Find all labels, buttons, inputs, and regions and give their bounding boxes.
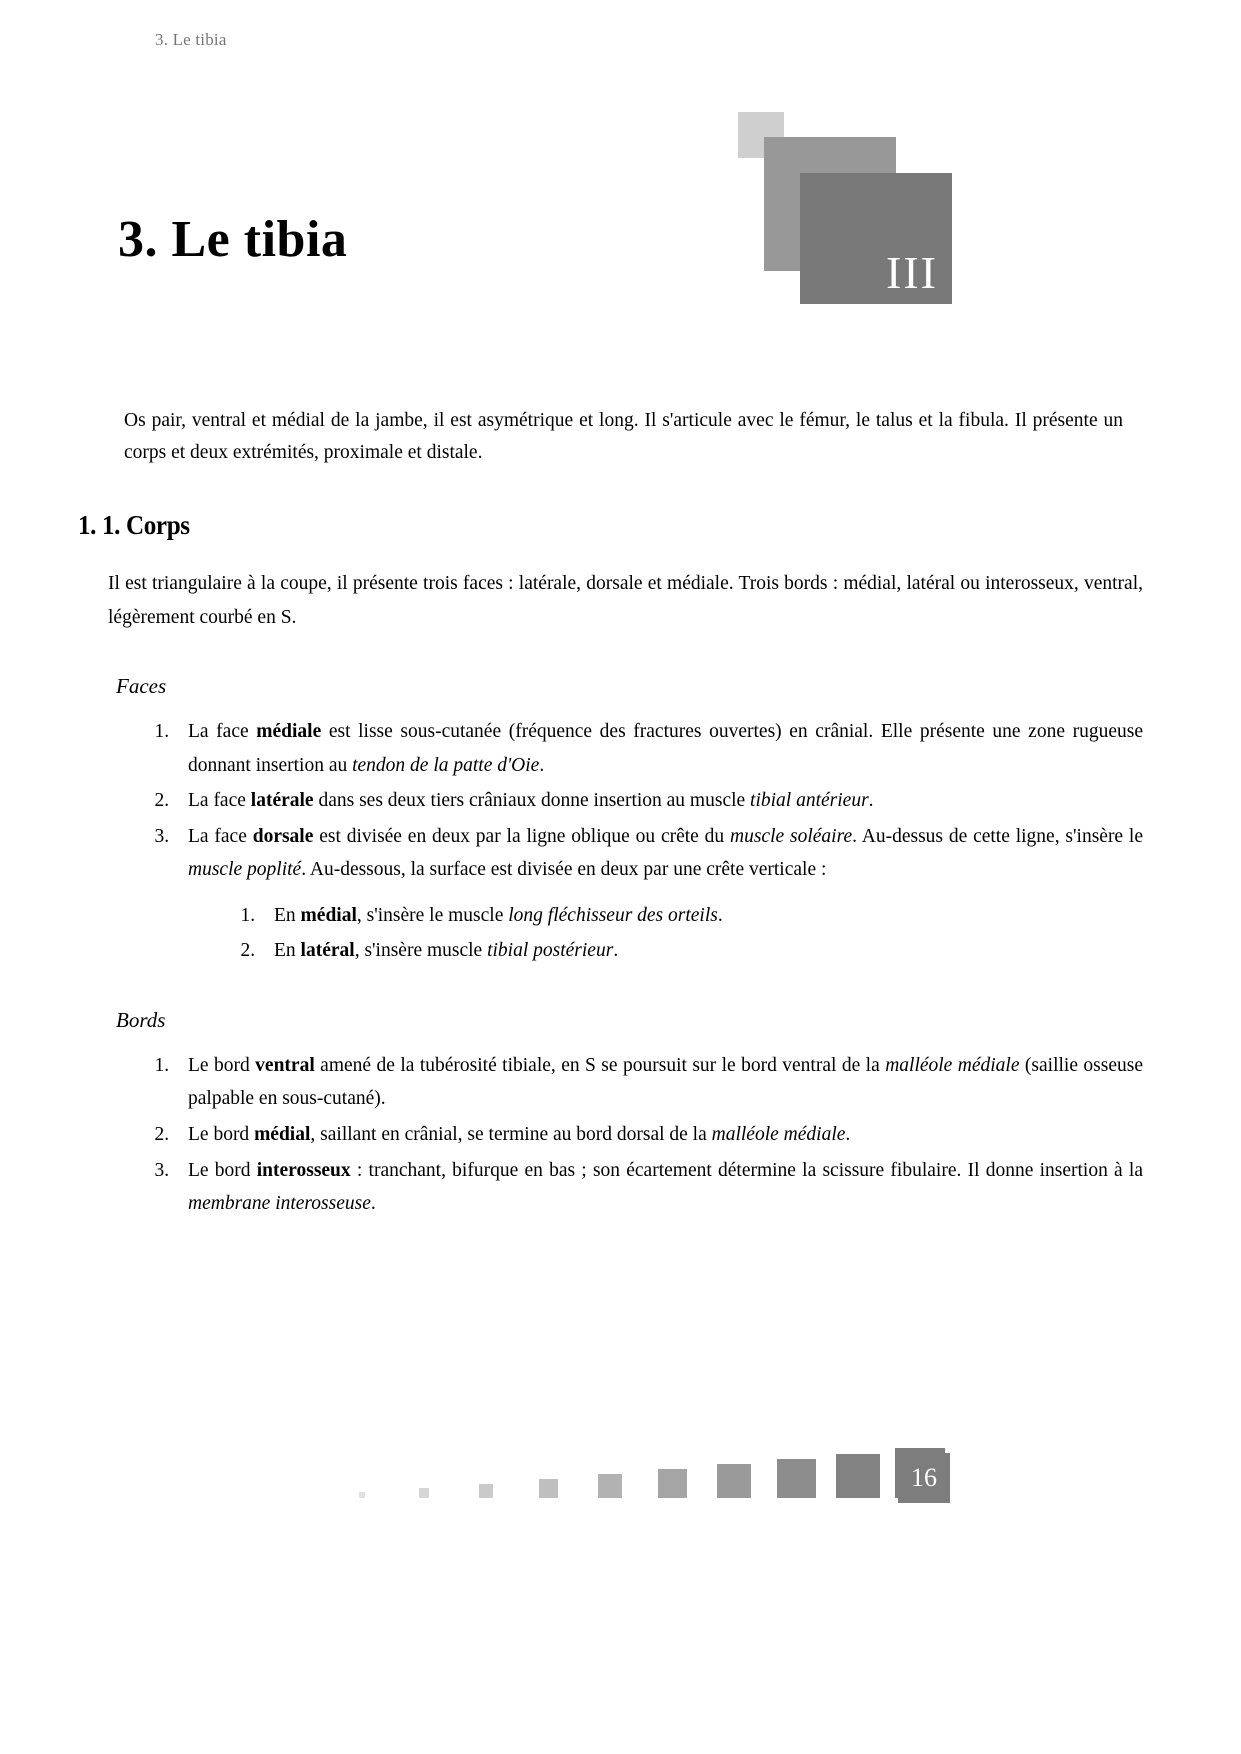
footer-square-block bbox=[359, 1492, 365, 1498]
subitem-text-bold: latéral bbox=[300, 940, 355, 962]
footer-square-block bbox=[539, 1479, 558, 1498]
footer-square bbox=[703, 1448, 765, 1498]
item-text-italic: tendon de la patte d'Oie bbox=[352, 754, 540, 776]
item-text-tail: . bbox=[845, 1124, 851, 1145]
subitem-text-prefix: En bbox=[274, 940, 301, 962]
running-header: 3. Le tibia bbox=[155, 30, 227, 49]
item-text-italic: malléole médiale bbox=[885, 1054, 1020, 1076]
item-text-prefix: Le bord bbox=[188, 1124, 255, 1145]
item-text-bold: médial bbox=[254, 1124, 311, 1145]
item-text-after: est lisse sous-cutanée (fréquence des fractures ouvertes) en crânial. Elle présente une zone rugueuse donnant insertion au bbox=[188, 721, 1143, 776]
footer-square bbox=[455, 1448, 517, 1498]
subitem-text-bold: médial bbox=[300, 904, 357, 926]
item-text-bold: ventral bbox=[255, 1054, 315, 1076]
item-text-italic: membrane interosseuse bbox=[188, 1193, 371, 1215]
item-text-italic-2: muscle poplité bbox=[188, 859, 302, 881]
item-text-bold: interosseux bbox=[256, 1159, 351, 1181]
item-text-italic: tibial antérieur bbox=[750, 790, 869, 812]
list-item bbox=[174, 1154, 1143, 1221]
item-text-tail: . bbox=[868, 790, 874, 812]
item-text-tail: . bbox=[370, 1193, 376, 1215]
item-text-after: , saillant en crânial, se termine au bord dorsal de la bbox=[310, 1124, 712, 1145]
footer-square-block bbox=[777, 1459, 816, 1498]
item-text-after: dans ses deux tiers crâniaux donne insertion au muscle bbox=[313, 790, 751, 812]
document-content bbox=[78, 405, 1163, 1223]
faces-list bbox=[78, 715, 1163, 968]
footer-square-block bbox=[658, 1469, 687, 1498]
section-paragraph: Il est triangulaire à la coupe, il présente trois faces : latérale, dorsale et médiale. Trois bords : médial, latéral ou interosseux, ventral, légèrement courbé en S. bbox=[108, 573, 1143, 628]
bords-list bbox=[78, 1049, 1163, 1221]
item-text-tail: . bbox=[539, 754, 545, 776]
footer-square bbox=[827, 1448, 889, 1498]
subitem-text-tail: . bbox=[717, 904, 723, 926]
footer-square-block bbox=[598, 1474, 622, 1498]
intro-paragraph: Os pair, ventral et médial de la jambe, il est asymétrique et long. Il s'articule avec le fémur, le talus et la fibula. Il présente un corps et deux extrémités, proximale et distale. bbox=[124, 410, 1123, 463]
chapter-decoration bbox=[738, 112, 952, 304]
footer-square bbox=[579, 1448, 641, 1498]
item-text-after: est divisée en deux par la ligne oblique ou crête du bbox=[313, 825, 731, 847]
footer-square bbox=[331, 1448, 393, 1498]
faces-sublist bbox=[188, 899, 1143, 968]
item-text-italic: malléole médiale bbox=[711, 1124, 846, 1145]
subitem-text-italic: tibial postérieur bbox=[487, 940, 614, 962]
sublist-item bbox=[260, 899, 1143, 933]
list-item bbox=[174, 1118, 1143, 1152]
subheading-bords: Bords bbox=[116, 1007, 166, 1032]
item-text-after: : tranchant, bifurque en bas ; son écartement détermine la scissure fibulaire. Il donne insertion à la bbox=[350, 1159, 1144, 1181]
item-text-bold: médiale bbox=[256, 721, 322, 743]
list-item bbox=[174, 784, 1143, 818]
footer-square-gradient bbox=[331, 1448, 951, 1498]
item-text-prefix: La face bbox=[188, 825, 253, 847]
item-text-prefix: Le bord bbox=[188, 1159, 257, 1181]
subitem-text-after: , s'insère le muscle bbox=[356, 904, 509, 926]
footer-square-block bbox=[419, 1488, 429, 1498]
item-text-after: amené de la tubérosité tibiale, en S se poursuit sur le bord ventral de la bbox=[314, 1054, 886, 1076]
item-text-tail: (saillie osseuse palpable en sous-cutané). bbox=[188, 1054, 1144, 1110]
page-footer bbox=[0, 1634, 1241, 1754]
footer-square bbox=[765, 1448, 827, 1498]
item-text-mid: . Au-dessus de cette ligne, s'insère le bbox=[852, 825, 1144, 847]
item-text-prefix: La face bbox=[188, 790, 251, 812]
item-text-prefix: La face bbox=[188, 721, 257, 743]
footer-square-block bbox=[717, 1464, 751, 1498]
footer-square-block bbox=[479, 1484, 493, 1498]
footer-square bbox=[641, 1448, 703, 1498]
footer-square-block bbox=[836, 1454, 880, 1498]
item-text-bold: dorsale bbox=[252, 825, 314, 847]
item-text-tail: . Au-dessous, la surface est divisée en deux par une crête verticale : bbox=[301, 859, 827, 881]
subitem-text-tail: . bbox=[613, 940, 619, 962]
item-text-italic: muscle soléaire bbox=[730, 825, 853, 847]
section-heading-corps: 1. 1. Corps bbox=[78, 510, 190, 541]
footer-square bbox=[517, 1448, 579, 1498]
list-item bbox=[174, 1049, 1143, 1116]
item-text-prefix: Le bord bbox=[188, 1054, 256, 1076]
subitem-text-after: , s'insère muscle bbox=[354, 940, 488, 962]
item-text-bold: latérale bbox=[250, 790, 314, 812]
decoration-square-dark bbox=[800, 173, 952, 304]
footer-square bbox=[393, 1448, 455, 1498]
list-item bbox=[174, 820, 1143, 968]
page-number: 16 bbox=[898, 1453, 950, 1503]
chapter-title: 3. Le tibia bbox=[118, 210, 348, 268]
subitem-text-italic: long fléchisseur des orteils bbox=[508, 904, 718, 926]
sublist-item bbox=[260, 934, 1143, 968]
chapter-roman-numeral: III bbox=[886, 247, 938, 298]
list-item bbox=[174, 715, 1143, 782]
subitem-text-prefix: En bbox=[274, 904, 301, 926]
subheading-faces: Faces bbox=[116, 674, 167, 699]
